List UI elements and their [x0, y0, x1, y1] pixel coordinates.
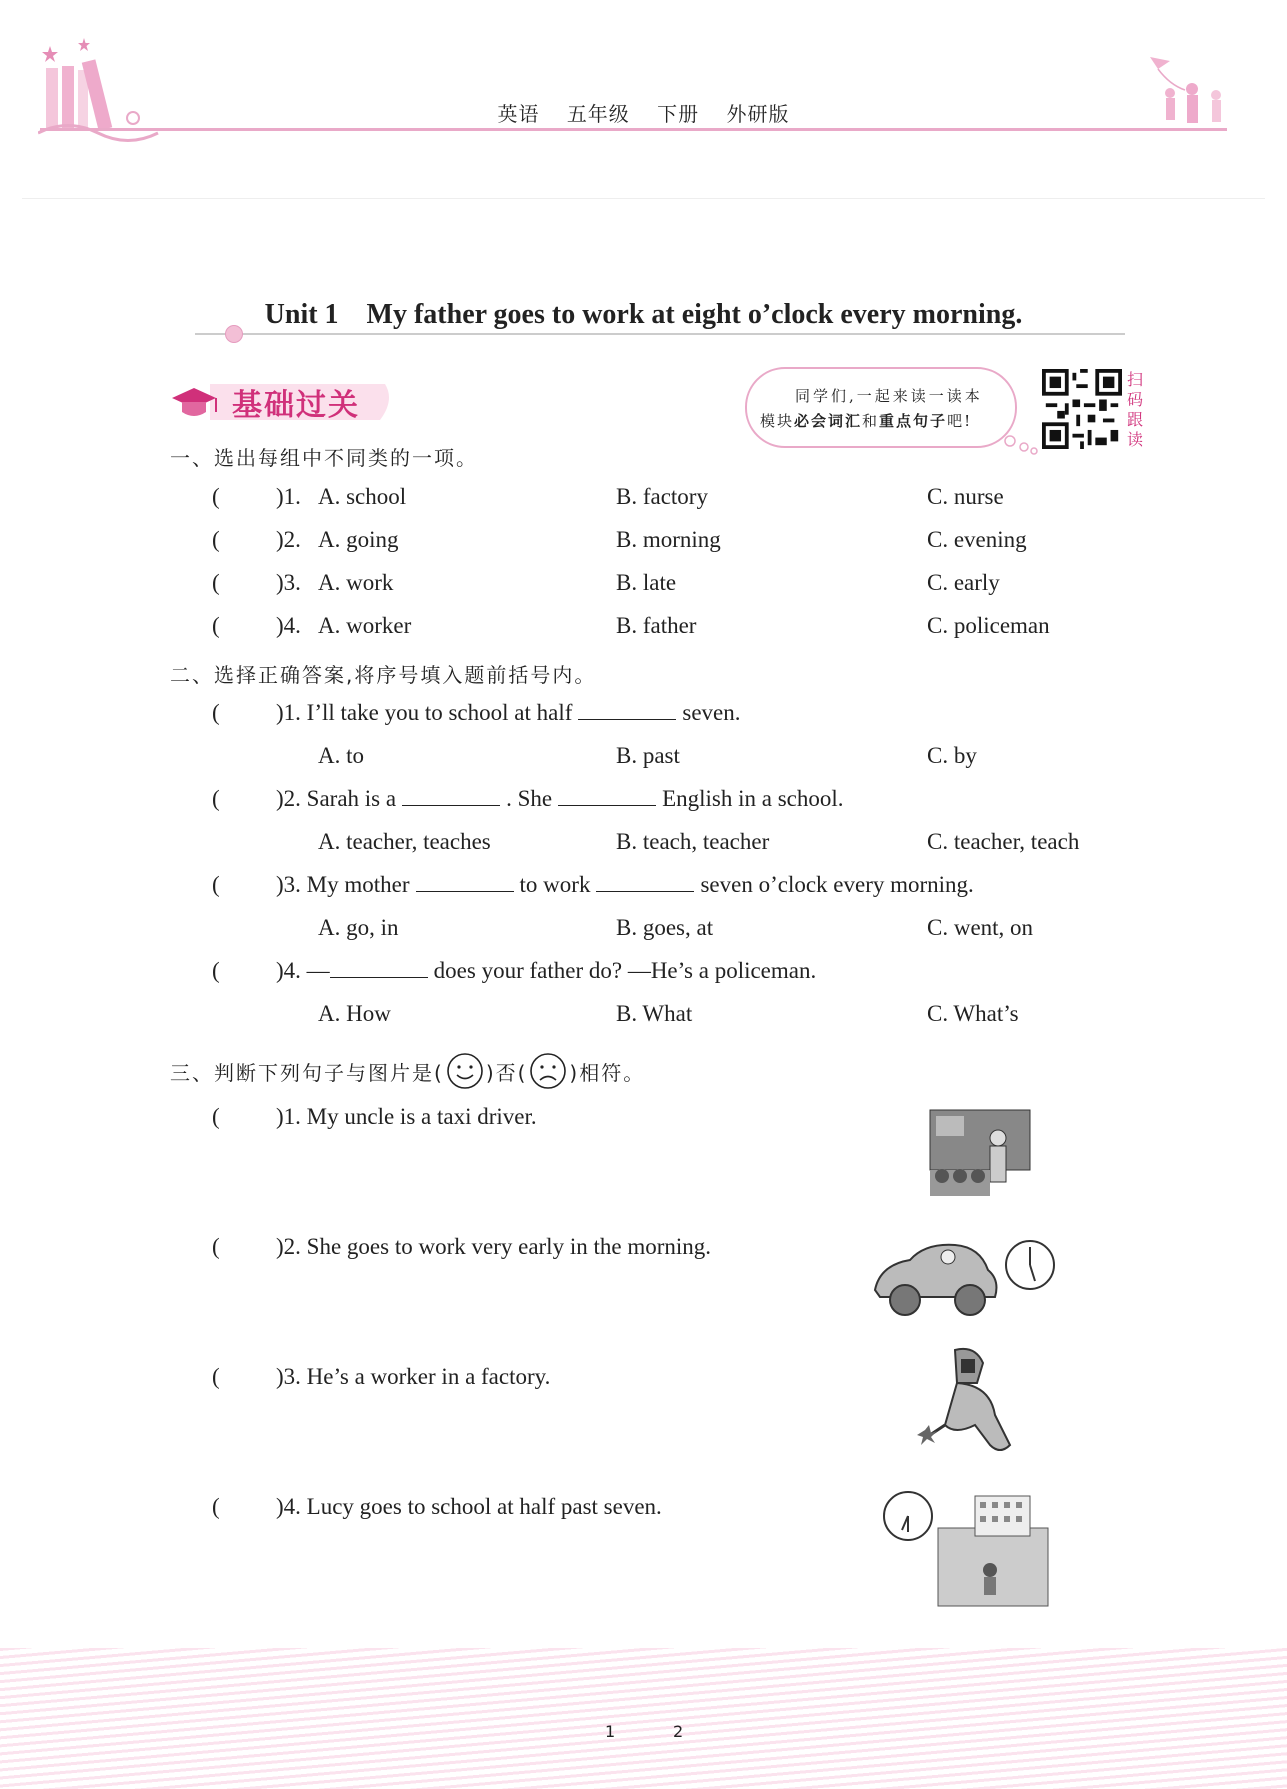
smiley-face-icon: [446, 1052, 484, 1090]
bubble-line2-mid: 和: [862, 412, 880, 430]
s2-q3-option-b: B. goes, at: [616, 915, 714, 940]
bubble-line-2: [760, 410, 972, 431]
unit-title-rule: [195, 333, 1125, 335]
s2-q4-option-b: B. What: [616, 1001, 693, 1026]
s2-q4-option-c: C. What’s: [927, 1001, 1019, 1026]
s2-q3-blank-2[interactable]: [596, 873, 694, 892]
s3-q3-sentence: )3. He’s a worker in a factory.: [276, 1364, 551, 1389]
s2-q1-question: )1. I’ll take you to school at half seven.: [276, 700, 741, 725]
s1-q2-answer-bracket[interactable]: (: [212, 527, 220, 552]
s1-q1-answer-bracket[interactable]: (: [212, 484, 220, 509]
header-title: [0, 98, 1287, 127]
header-volume: 下册: [657, 102, 700, 126]
bubble-key-sentences: 重点句子: [879, 412, 948, 430]
welder-worker-picture: [915, 1345, 1025, 1460]
s1-q2-option-b: B. morning: [616, 527, 721, 552]
s2-q1-blank[interactable]: [578, 701, 676, 720]
s1-q4-option-a: A. worker: [318, 613, 412, 638]
s2-q2-blank-1[interactable]: [402, 787, 500, 806]
bubble-line-1: 同学们,一起来读一读本: [795, 387, 983, 405]
s1-q2-number: )2.: [276, 527, 301, 552]
s2-q3-blank-1[interactable]: [416, 873, 514, 892]
header-edition: 外研版: [726, 102, 790, 126]
sad-face-icon: [529, 1052, 567, 1090]
s2-q1-option-b: B. past: [616, 743, 680, 768]
section2-heading: 二、选择正确答案,将序号填入题前括号内。: [170, 663, 597, 687]
s2-q2-blank-2[interactable]: [558, 787, 656, 806]
bubble-line2-post: 吧!: [947, 412, 973, 430]
s2-q2-option-a: A. teacher, teaches: [318, 829, 491, 854]
page-number-left: 1: [605, 1722, 616, 1741]
section1-heading: 一、选出每组中不同类的一项。: [170, 446, 478, 470]
s3-q1-answer-bracket[interactable]: (: [212, 1104, 220, 1129]
s2-q3-option-c: C. went, on: [927, 915, 1034, 940]
header-subject: 英语: [497, 102, 540, 126]
bubble-tail: [1000, 435, 1040, 455]
s1-q3-option-b: B. late: [616, 570, 677, 595]
s2-q2-question: )2. Sarah is a . She English in a school.: [276, 786, 844, 811]
s2-q3-question: )3. My mother to work seven o’clock every morning.: [276, 872, 974, 897]
clock-and-school-picture: [880, 1488, 1050, 1608]
s2-q4-blank[interactable]: [330, 959, 428, 978]
speech-bubble: [745, 367, 1017, 448]
s1-q1-number: )1.: [276, 484, 301, 509]
qr-scan-label: 扫 码 跟 读: [1127, 370, 1144, 449]
teacher-classroom-picture: [928, 1108, 1033, 1196]
s2-q1-option-a: A. to: [318, 743, 364, 768]
s3-q2-sentence: )2. She goes to work very early in the morning.: [276, 1234, 712, 1259]
page-number-right: 2: [673, 1722, 684, 1741]
s2-q3-option-a: A. go, in: [318, 915, 399, 940]
bubble-line2-pre: 模块: [760, 412, 795, 430]
s3-q4-sentence: )4. Lucy goes to school at half past seven.: [276, 1494, 662, 1519]
s1-q1-option-a: A. school: [318, 484, 407, 509]
footer-decoration: [0, 1648, 1287, 1789]
s1-q4-answer-bracket[interactable]: (: [212, 613, 220, 638]
header-logo-decoration: [38, 38, 168, 148]
unit-title: Unit 1 My father goes to work at eight o’clock every morning.: [264, 299, 1023, 330]
s1-q1-option-c: C. nurse: [927, 484, 1004, 509]
s2-q2-option-b: B. teach, teacher: [616, 829, 770, 854]
s1-q3-option-c: C. early: [927, 570, 1000, 595]
qr-code-icon[interactable]: [1042, 369, 1122, 449]
car-and-clock-picture: [870, 1235, 1060, 1320]
s1-q4-option-c: C. policeman: [927, 613, 1050, 638]
s1-q2-option-a: A. going: [318, 527, 399, 552]
s3-q3-answer-bracket[interactable]: (: [212, 1364, 220, 1389]
banner-label: 基础过关: [232, 388, 360, 423]
section3-heading: 三、判断下列句子与图片是( )否( )相符。: [170, 1052, 645, 1090]
s2-q2-answer-bracket[interactable]: (: [212, 786, 220, 811]
s3-q1-sentence: )1. My uncle is a taxi driver.: [276, 1104, 537, 1129]
s2-q4-answer-bracket[interactable]: (: [212, 958, 220, 983]
s1-q3-number: )3.: [276, 570, 301, 595]
s1-q2-option-c: C. evening: [927, 527, 1027, 552]
s1-q1-option-b: B. factory: [616, 484, 708, 509]
header-divider: [22, 198, 1265, 199]
s1-q4-number: )4.: [276, 613, 301, 638]
s1-q3-option-a: A. work: [318, 570, 394, 595]
s1-q4-option-b: B. father: [616, 613, 697, 638]
s2-q4-question: )4. — does your father do? —He’s a policeman.: [276, 958, 817, 983]
unit-title-dot: [225, 325, 243, 343]
s2-q1-option-c: C. by: [927, 743, 977, 768]
header-rule: [40, 128, 1227, 131]
s1-q3-answer-bracket[interactable]: (: [212, 570, 220, 595]
s3-q4-answer-bracket[interactable]: (: [212, 1494, 220, 1519]
s2-q4-option-a: A. How: [318, 1001, 391, 1026]
s2-q1-answer-bracket[interactable]: (: [212, 700, 220, 725]
header-grade: 五年级: [566, 102, 630, 126]
s2-q3-answer-bracket[interactable]: (: [212, 872, 220, 897]
s2-q2-option-c: C. teacher, teach: [927, 829, 1080, 854]
bubble-key-words: 必会词汇: [794, 412, 863, 430]
s3-q2-answer-bracket[interactable]: (: [212, 1234, 220, 1259]
